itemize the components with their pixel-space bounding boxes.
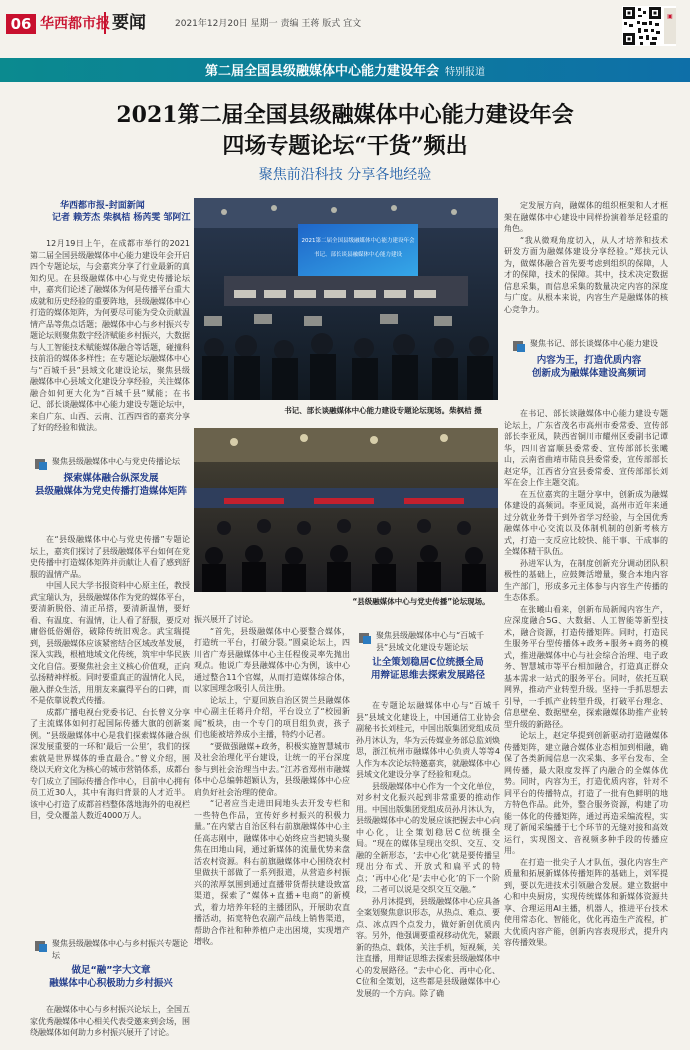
sidehead-label: 聚焦县级融媒体中心与乡村振兴专题论坛: [52, 939, 188, 960]
sidehead-title-1: 内容为王，打造优质内容: [536, 355, 642, 366]
article-column-2: [194, 614, 350, 1046]
sidehead-party-history-forum: [34, 456, 188, 498]
section-marker-icon: [34, 938, 48, 952]
paragraph: 县级融媒体中心作为一个文化单位，对乡村文化振兴起到非常重要的推动作用。中国出版集团党组成员孙月沐认为，县级融媒体中心的发展应该把握去中心向中心化，让全策划稳居C位统摄全局。“现在的媒体呈现出交织、交互、交融的全新形态，‘去中心化’就是要传播呈现出分布式、开放式和扁平式的特点；‘再中心化’是‘去中心化’的下一个阶段，二者可以说是交织交互交融。”: [356, 781, 500, 894]
photo-2-caption: “县级融媒体中心与党史传播”论坛现场。: [352, 597, 490, 606]
qr-code-icon: [622, 6, 676, 46]
paragraph: “我从微观角度切入，从人才培养和技术研发方面为融媒体建设分享经验。”郑扶元认为，做媒体融合首先要考虑到组织的保障，人才的保障，技术的保障。其中，技术决定数据信息采集，而信息采集的数量决定内容的深度与广度。从根本来说，内容生产是融媒体的核心竞争力。: [504, 235, 668, 314]
forum-photo-1: [194, 198, 498, 400]
sidehead-label: 聚焦县级融媒体中心与党史传播论坛: [52, 457, 180, 466]
headline-subtitle: 聚焦前沿科技 分享各地经验: [258, 167, 432, 183]
paragraph: 在融媒体中心与乡村振兴论坛上，全国五家优秀融媒体中心相关代表受邀来到会场，围绕融媒体如何助力乡村振兴展开了讨论。: [30, 1005, 190, 1037]
paragraph: 定发展方向，融媒体的组织框架和人才框架在融媒体中心建设中同样扮演着举足轻重的角色。: [504, 201, 668, 233]
paragraph: “首先，县级融媒体中心要整合媒体，打造统一平台，打破分裂。”圆桌论坛上，四川省广寿县融媒体中心主任程俊灵率先抛出观点。他说广寿县融媒体中心为例，该中心通过整合11个官媒，从而打造媒体综合体，以家国理念吸引人员注册。: [194, 626, 350, 693]
paragraph: 孙进军认为，在制度创新充分调动团队积极性的基础上，应鼓舞活增量，聚合本地内容生产部门，形成多元主体参与内容生产传播的生态体系。: [504, 558, 668, 602]
sidehead-label: 聚焦县级融媒体中心与“百城千县”县域文化建设专题论坛: [376, 631, 485, 652]
paragraph: 振兴展开了讨论。: [194, 615, 258, 624]
headline-line-1: 2021第二届全国县级融媒体中心能力建设年会: [116, 102, 574, 128]
sidehead-title-1: 探索媒体融合纵深发展: [63, 473, 159, 484]
paragraph: “要做强融媒+政务，积极实施智慧城市及社会治理化平台建设，让统一的平台深度参与到社会治理当中去。”江苏省郑州市融媒体中心总编韩超颖认为，县级融媒体中心应肩负好社会治理的使命。: [194, 741, 350, 797]
paragraph: “记者应当走进田间地头去开发专栏和一些特色作品，宣传好乡村振兴的积极力量。”在内蒙古自治区科右前旗融媒体中心主任高志刚中，融媒体中心始终应当把镜头聚焦在田地山间，通过新媒体的流量优势来盘活农村资源。科右前旗融媒体中心围绕农村里做扶干部做了一系列报道，从营造乡村振兴的浓厚氛围到通过直播带货帮扶建设致富渠道，探索了“媒体+直播+电商”的新模式，着力培养年轻的主播团队，开展助农直播活动，拓宽特色农副产品线上销售渠道，帮助合作社和种养植户走出困境，实现增产增收。: [194, 799, 350, 946]
svg-text:书记、部长谈县融媒体中心能力建设: 书记、部长谈县融媒体中心能力建设: [313, 252, 403, 258]
sidehead-title-2: 创新成为融媒体建设高频词: [531, 368, 646, 379]
svg-text:2021第二届全国县级融媒体中心能力建设年会: 2021第二届全国县级融媒体中心能力建设年会: [301, 238, 415, 244]
paragraph: 成都广播电视台党委书记、台长曾义分享了主流媒体如何打起国际传播大旗的创新案例。“县级融媒体中心是我们探索媒体融合纵深发展重要的一环和‘最后一公里’，我们的探索就是世界媒体的垂直最合。”曾义介绍，围绕以天府文化为核心的城市营销体系，成都台专门成立了国际传播合作中心，目前中心拥有员工近30人，其中有海归背景的人才近半。该中心打造了成都首档整体落地海外的电视栏目，受众覆盖人数近4000万人。: [30, 707, 190, 820]
article-column-4-top: [504, 200, 668, 332]
forum-photo-2: [194, 428, 498, 592]
paragraph: 论坛上，宁夏回族自治区贺兰县融媒体中心副主任蒋丹介绍，平台设立了“校园新闻”板块，由一个专门的项目组负责，孩子们也能被培养成小主播，特约小记者。: [194, 695, 350, 739]
paragraph: 在“县级融媒体中心与党史传播”专题论坛上，嘉宾们探讨了县级融媒体平台如何在党史传播中打造媒体矩阵并贡献让人看了感到舒服的温情产品。: [30, 535, 190, 579]
sidehead-title-2: 融媒体中心积极助力乡村振兴: [49, 978, 173, 989]
byline-source: 华西都市报-封面新闻: [60, 201, 145, 211]
paper-name: 华西都市报: [40, 16, 110, 32]
sidehead-rural-revitalization-forum: [34, 938, 188, 990]
paragraph: 在书记、部长谈融媒体中心能力建设专题论坛上，广东省茂名市高州市委常委、宣传部部长李亚凤，陕西省铜川市耀州区委副书记谭华，四川省富顺县委常委、宣传部部长张曦山，云南省曲靖市陆良县委常委，宣传部部长赵定华，江西省分宜县委常委、宣传部部长刘军在会上作主题交流。: [504, 409, 668, 487]
date-line: 2021年12月20日 星期一 责编 王蒋 版式 宜文: [175, 19, 362, 29]
paragraph: 在打造一批尖子人才队伍，强化内容生产质量和拓展新媒体传播矩阵的基础上，刘军提到，要以先进技术引领融合发展。建立数据中心和中央厨房，实现传统媒体和新媒体资源共享、合理运用AI主播，机器人，推进平台技术使用常态化、智能化，优化再造生产流程，扩大优质内容产能，创新内容表现形式，提升内容传播效果。: [504, 857, 668, 947]
headline-line-2: 四场专题论坛“干货”频出: [222, 133, 468, 159]
page-number: 06: [6, 14, 36, 34]
article-column-1: [30, 534, 190, 920]
banner-tag: 特别报道: [445, 67, 485, 78]
masthead: [0, 0, 690, 46]
banner-title: 第二届全国县级融媒体中心能力建设年会: [204, 64, 439, 79]
sidehead-county-culture-forum: [358, 630, 498, 682]
section-marker-icon: [34, 456, 48, 470]
section-marker-icon: [358, 630, 372, 644]
special-report-banner: [0, 58, 690, 82]
paragraph: 中国人民大学书报资料中心原主任，教授武宝瑞认为，县级融媒体作为党的媒体平台，要清新脱俗、清正吊搭，要清新温情，要好看、有温度、有温情，让人看了舒服，要反对庸俗低俗媚俗，破除传统旧观念。武宝瑞提到，县级融媒体应该紧密结合区域改革发展，深入实践，根植地域文化传统，筑牢中华民族文化自信。要聚焦社会主义核心价值观，正向弘扬精神样板。同时要重真正的温情化人民，融入群众生活，用朋友来赢得平台的口碑，而不是依靠说教式传播。: [30, 581, 190, 705]
paragraph: 在专题论坛融媒体中心与“百城千县”县域文化建设上，中国通信工业协会副秘书长刘桂元，中国出版集团党组成员孙月沐认为，华为云传媒业务部总监刘焕思，浙江杭州市融媒体中心负责人等等4人作为本次论坛特邀嘉宾，就融媒体中心县域文化建设分享了经验和观点。: [356, 701, 500, 779]
section-marker-icon: [512, 338, 526, 352]
sidehead-secretary-forum: [512, 338, 666, 380]
paragraph: 孙月沐提到，县级融媒体中心应具备全案划聚焦意识形态，从热点、难点、要点、冰点四个点发力，做好新创优质内容。另外，他强调要重视移动优先，紧跟新的热点、载体，关注手机，短视频，关注直播，用辩证思维去探索县级融媒体中心的发展路径。“去中心化、再中心化、C位和全策划，这些都是县级融媒体中心发展的一个方向。除了确: [356, 896, 500, 998]
paragraph: 论坛上，赵定华提到创新驱动打造融媒体传播矩阵，建立融合媒体业态相加到相融，确保了各类新闻信息一次采集、多平台发布、全网传播，最大限度发挥了内融合的全媒体优势。同时，内容为王，打造优质内容，针对不同平台的传播特点，打造了一批有色鲜明的地方特色作品。此外，整合服务资源，构建了功能一体化的传播矩阵，通过再造采编流程，实现了新闻采编播于七个环节的无缝对接和高效运行，实现图文、音视频多种手段的传播应用。: [504, 731, 668, 855]
article-column-3: [356, 700, 500, 1046]
paragraph: 12月19日上午，在成都市举行的2021第二届全国县级融媒体中心能力建设年会开启四个专题论坛，与会嘉宾分享了行业最新的真知灼见。在县级融媒体中心与党史传播论坛中，嘉宾们论述了融媒体为何是传播平台重大成就和历史经验的重要阵地，县级融媒体中心打造的媒体矩阵，为何要尽可能为受众贡献温情产品等焦点话题；融媒体中心与乡村振兴专题论坛则聚焦数字经济赋能乡村振兴，大数据与人工智能技术赋能媒体融合等话题，碰撞科技前沿的媒体多样性；在专题论坛融媒体中心与“百城千县”县域文化建设论坛，聚焦县级融媒体中心县域文化建设分享经验，关注媒体融合如何更大化为“百城千县”赋能；在书记、部长谈融媒体中心能力建设专题论坛中，来自广东、山西、云南、江西四省的嘉宾分享了好的经验和做法。: [30, 239, 190, 432]
article-lead: [30, 238, 190, 448]
sidehead-title-1: 让全策划稳居C位统摄全局: [372, 657, 484, 668]
sidehead-title-1: 做足“融”字大文章: [71, 965, 151, 976]
article-column-4: [504, 408, 668, 1048]
paragraph: 在张曦山看来，创新布局新闻内容生产，应深度融合5G、大数据、人工智能等新型技术，融合资源，打造传播矩阵。同时，打造民生服务平台型传播体+政务+服务+商务的模式，推进融媒体中心与社会综合治理、电子政务、智慧城市等平台相加融合，打造真正群众基本需求一站式的服务平台。同时，依托互联网界，推动产业转型升级。坚持一手抓思想去引导，一手抓产业转型升级，打破平台理念、信息壁垒、数据壁垒，探索融媒体助推产业转型升级的新路径。: [504, 604, 668, 729]
sidehead-label: 聚焦书记、部长谈媒体中心能力建设: [530, 339, 658, 348]
byline-reporters: 记者 赖芳杰 柴枫桔 杨芮雯 邹阿江: [52, 213, 191, 223]
svg-text:▣: ▣: [667, 13, 673, 20]
sidehead-title-2: 县级融媒体为党史传播打造媒体矩阵: [34, 486, 187, 497]
article-column-1-bottom: [30, 1004, 190, 1048]
photo-1-caption: 书记、部长谈融媒体中心能力建设专题论坛现场。柴枫桔 摄: [284, 406, 482, 415]
paragraph: 在五位嘉宾的主题分享中，创新成为融媒体建设的高频词。李亚凤说，高州市近年来通过分就业务骨干到外省学习经验，与全国优秀融媒体中心交流以及体制机制的创新考核方式，打造一支反应比较快、能干事、干成事的全媒体精干队伍。: [504, 489, 668, 556]
sidehead-title-2: 用辩证思维去探索发展路径: [370, 670, 485, 681]
section-name: 要闻: [104, 12, 146, 34]
